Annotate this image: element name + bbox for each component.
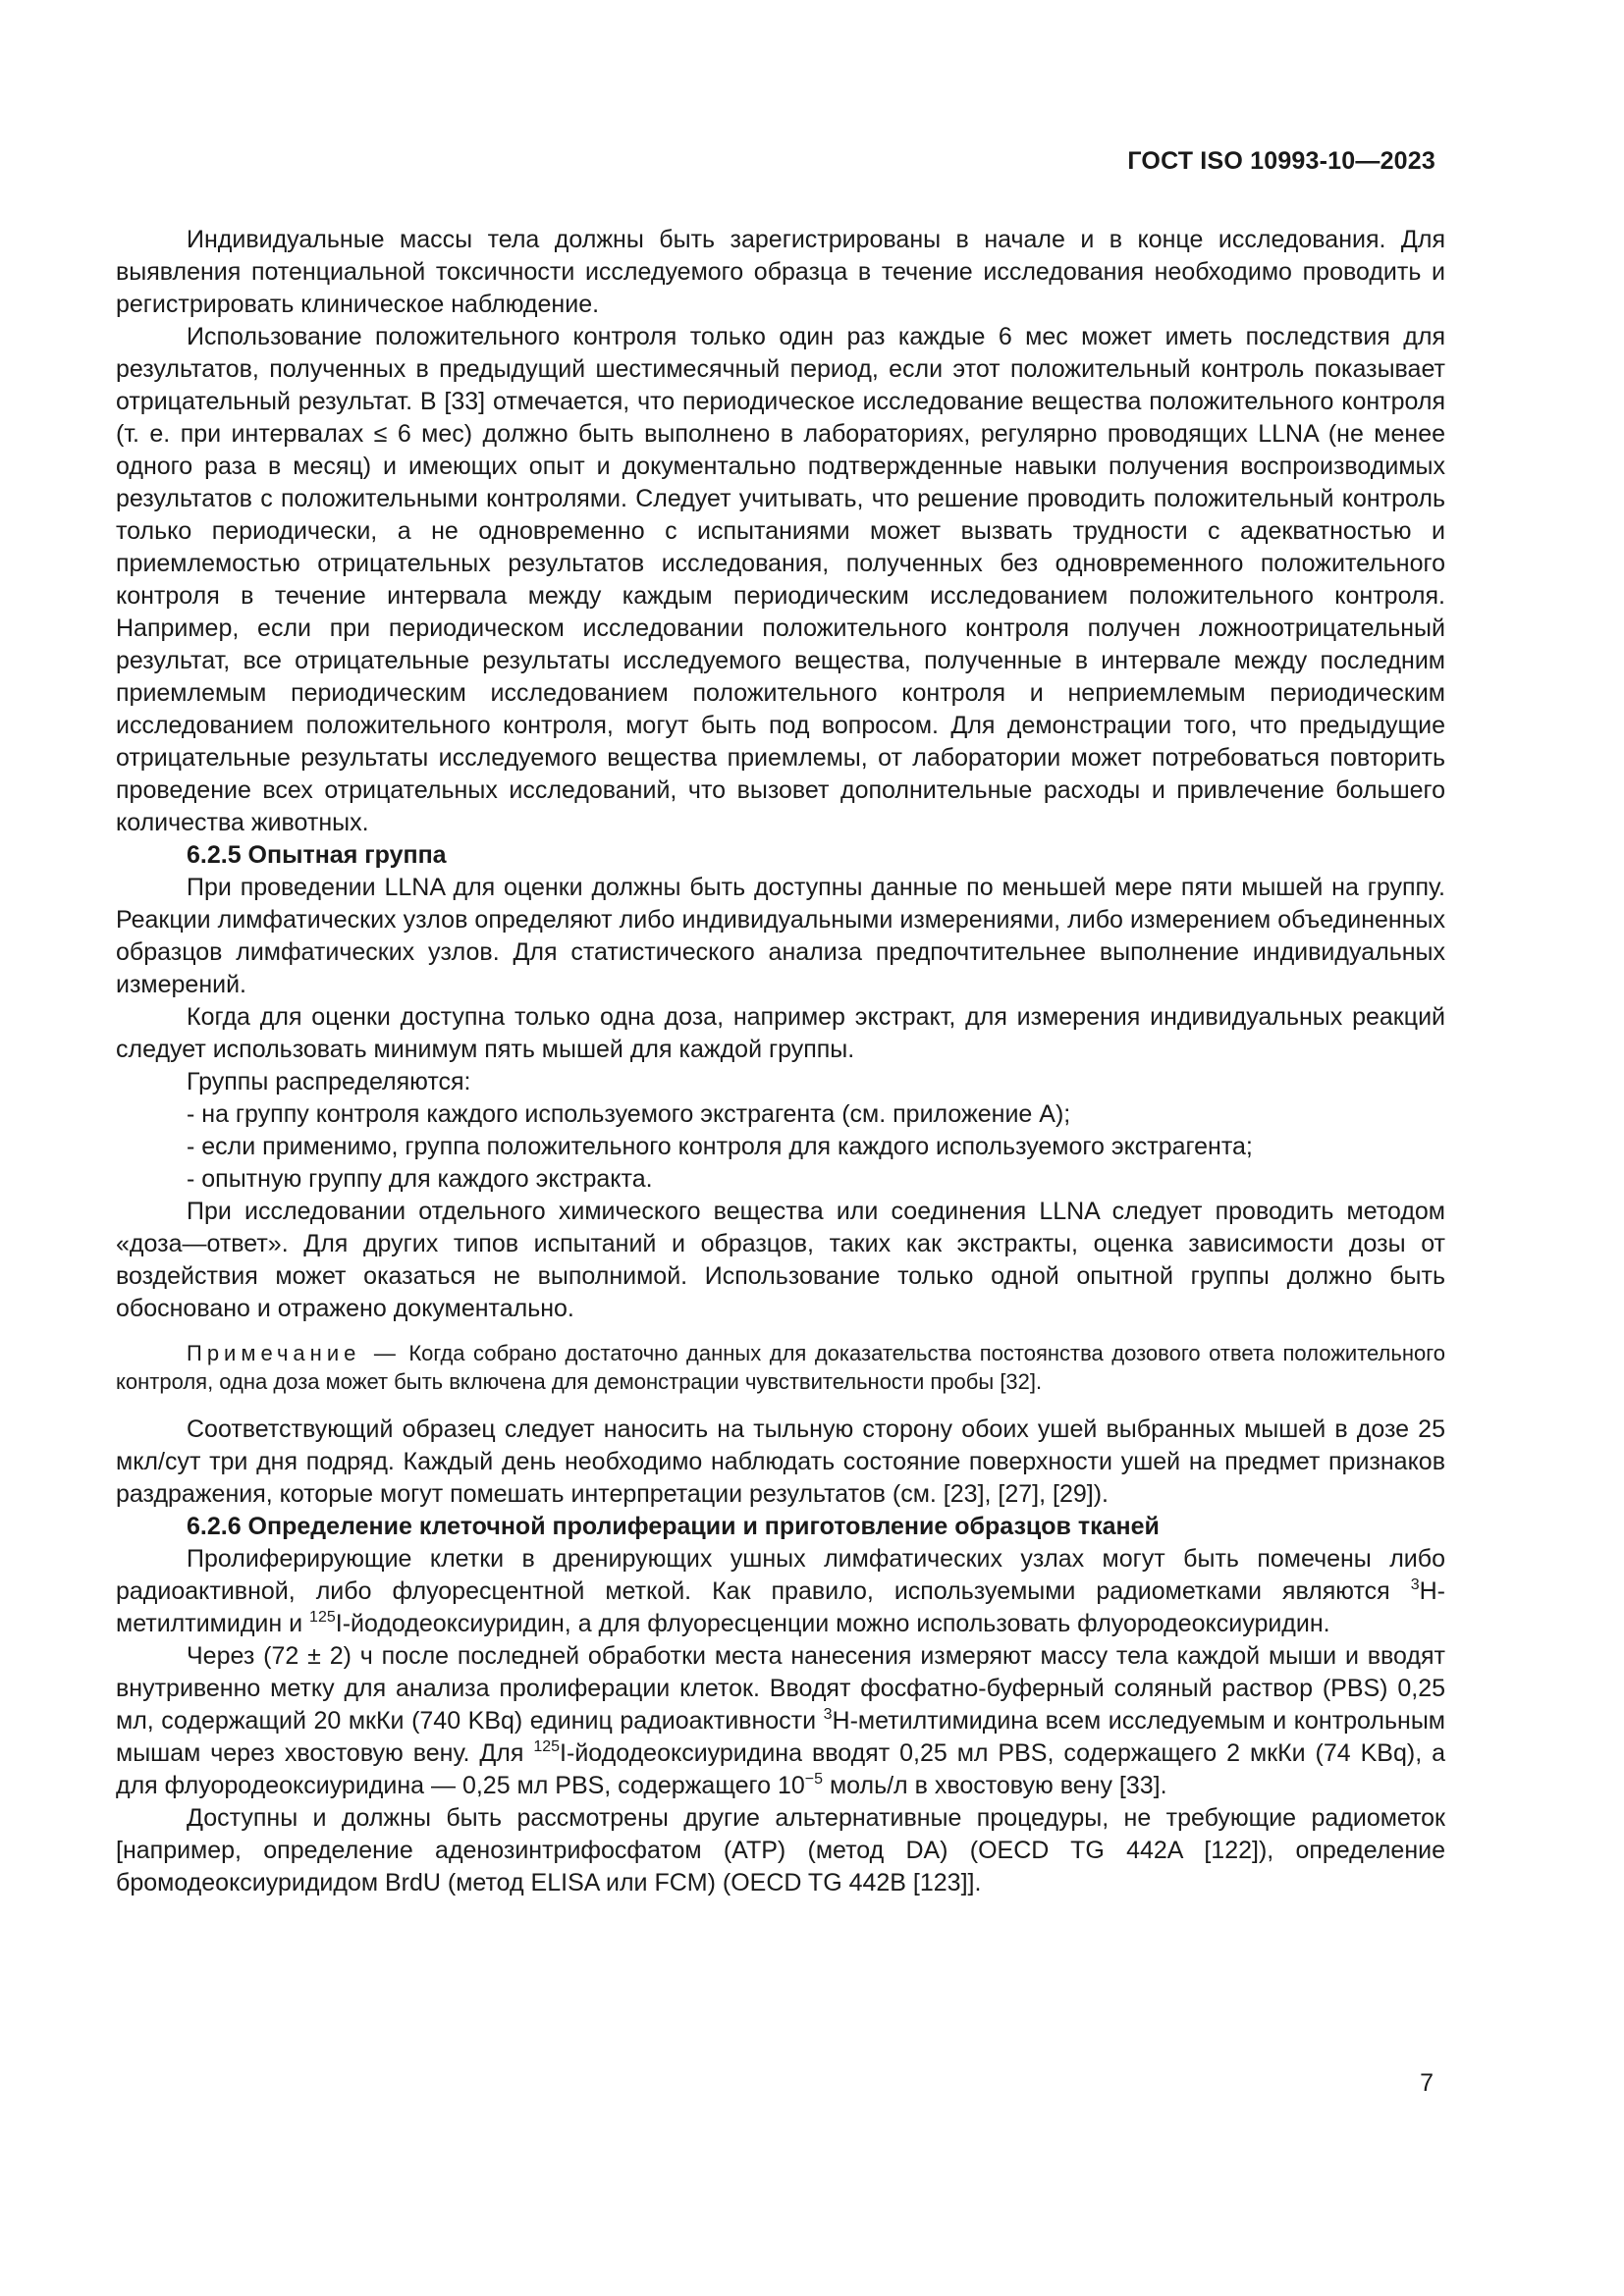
standard-header: ГОСТ ISO 10993-10—2023 — [1127, 147, 1435, 175]
note — [116, 1339, 1445, 1396]
note-text: Когда собрано достаточно данных для доказательства постоянства дозового ответа положительного контроля, одна доза может быть включена для демонстрации чувствительности пробы [32]. — [116, 1341, 1445, 1394]
text-run: Через (72 ± 2) ч после последней обработки места нанесения измеряют массу тела каждой мыши и вводят внутривенно метку для анализа пролиферации клеток. Вводят фосфатно-буферный соляный раствор (PBS) 0,25 мл, содержащий 20 мкКи (740 KBq) единиц радиоактивности — [116, 1642, 1445, 1735]
paragraph: Использование положительного контроля только один раз каждые 6 мес может иметь последствия для результатов, полученных в предыдущий шестимесячный период, если этот положительный контроль показывает отрицательный результат. В [33] отмечается, что периодическое исследование вещества положительного контроля (т. е. при интервалах ≤ 6 мес) должно быть выполнено в лабораториях, регулярно проводящих LLNA (не менее одного раза в месяц) и имеющих опыт и документально подтвержденные навыки получения воспроизводимых результатов с положительными контролями. Следует учитывать, что решение проводить положительный контроль только периодически, а не одновременно с испытаниями может вызвать трудности с адекватностью и приемлемостью отрицательных результатов исследования, полученных без одновременного положительного контроля в течение интервала между каждым периодическим исследованием положительного контроля. Например, если при периодическом исследовании положительного контроля получен ложноотрицательный результат, все отрицательные результаты исследуемого вещества, полученные в интервале между последним приемлемым периодическим исследованием положительного контроля и неприемлемым периодическим исследованием положительного контроля, могут быть под вопросом. Для демонстрации того, что предыдущие отрицательные результаты исследуемого вещества приемлемы, от лаборатории может потребоваться повторить проведение всех отрицательных исследований, что вызовет дополнительные расходы и привлечение большего количества животных. — [116, 323, 1445, 836]
text-run: I-йододеоксиуридина вводят 0,25 мл PBS, содержащего 2 мкКи (74 KBq), а для флуородеоксиуридина — 0,25 мл PBS, содержащего 10 — [116, 1739, 1445, 1799]
paragraph: Индивидуальные массы тела должны быть зарегистрированы в начале и в конце исследования. Для выявления потенциальной токсичности исследуемого образца в течение исследования необходимо проводить и регистрировать клиническое наблюдение. — [116, 226, 1445, 318]
superscript: 3 — [823, 1706, 833, 1723]
text-run: Пролиферирующие клетки в дренирующих ушных лимфатических узлах могут быть помечены либо радиоактивной, либо флуоресцентной меткой. Как правило, используемыми радиометками являются — [116, 1545, 1445, 1605]
paragraph — [116, 1543, 1445, 1640]
text-run: H-метилтимидин и — [116, 1577, 1445, 1637]
paragraph: Соответствующий образец следует наносить на тыльную сторону обоих ушей выбранных мышей в дозе 25 мкл/сут три дня подряд. Каждый день необходимо наблюдать состояние поверхности ушей на предмет признаков раздражения, которые могут помешать интерпретации результатов (см. [23], [27], [29]). — [116, 1415, 1445, 1508]
paragraph: Группы распределяются: — [187, 1068, 471, 1095]
section-heading-6-2-5: 6.2.5 Опытная группа — [187, 841, 447, 869]
paragraph: Доступны и должны быть рассмотрены другие альтернативные процедуры, не требующие радиометок [например, определение аденозинтрифосфатом (ATP) (метод DA) (OECD TG 442A [122]), определение бромодеоксиуридидом BrdU (метод ELISA или FCM) (OECD TG 442B [123]]. — [116, 1804, 1445, 1896]
note-label: Примечание — — [187, 1341, 401, 1365]
text-run: H-метилтимидина всем исследуемым и контрольным мышам через хвостовую вену. Для — [116, 1707, 1445, 1767]
body-text — [116, 224, 1445, 1899]
superscript: −5 — [804, 1771, 824, 1788]
superscript: 125 — [309, 1609, 336, 1626]
list-item: - на группу контроля каждого используемого экстрагента (см. приложение А); — [187, 1100, 1071, 1128]
page-number: 7 — [1420, 2069, 1434, 2097]
list-item: - если применимо, группа положительного контроля для каждого используемого экстрагента; — [187, 1133, 1253, 1160]
paragraph: Когда для оценки доступна только одна доза, например экстракт, для измерения индивидуальных реакций следует использовать минимум пять мышей для каждой группы. — [116, 1003, 1445, 1063]
superscript: 125 — [533, 1738, 561, 1755]
paragraph: При исследовании отдельного химического вещества или соединения LLNA следует проводить методом «доза—ответ». Для других типов испытаний и образцов, таких как экстракты, оценка зависимости дозы от воздействия может оказаться не выполнимой. Использование только одной опытной группы должно быть обосновано и отражено документально. — [116, 1198, 1445, 1322]
text-run: I-йододеоксиуридин, а для флуоресценции можно использовать флуородеоксиуридин. — [335, 1610, 1330, 1637]
text-run: моль/л в хвостовую вену [33]. — [823, 1772, 1167, 1799]
section-heading-6-2-6: 6.2.6 Определение клеточной пролиферации и приготовление образцов тканей — [187, 1513, 1160, 1540]
superscript: 3 — [1410, 1576, 1420, 1593]
list-item: - опытную группу для каждого экстракта. — [187, 1165, 653, 1193]
paragraph: При проведении LLNA для оценки должны быть доступны данные по меньшей мере пяти мышей на группу. Реакции лимфатических узлов определяют либо индивидуальными измерениями, либо измерением объединенных образцов лимфатических узлов. Для статистического анализа предпочтительнее выполнение индивидуальных измерений. — [116, 874, 1445, 998]
paragraph — [116, 1640, 1445, 1802]
